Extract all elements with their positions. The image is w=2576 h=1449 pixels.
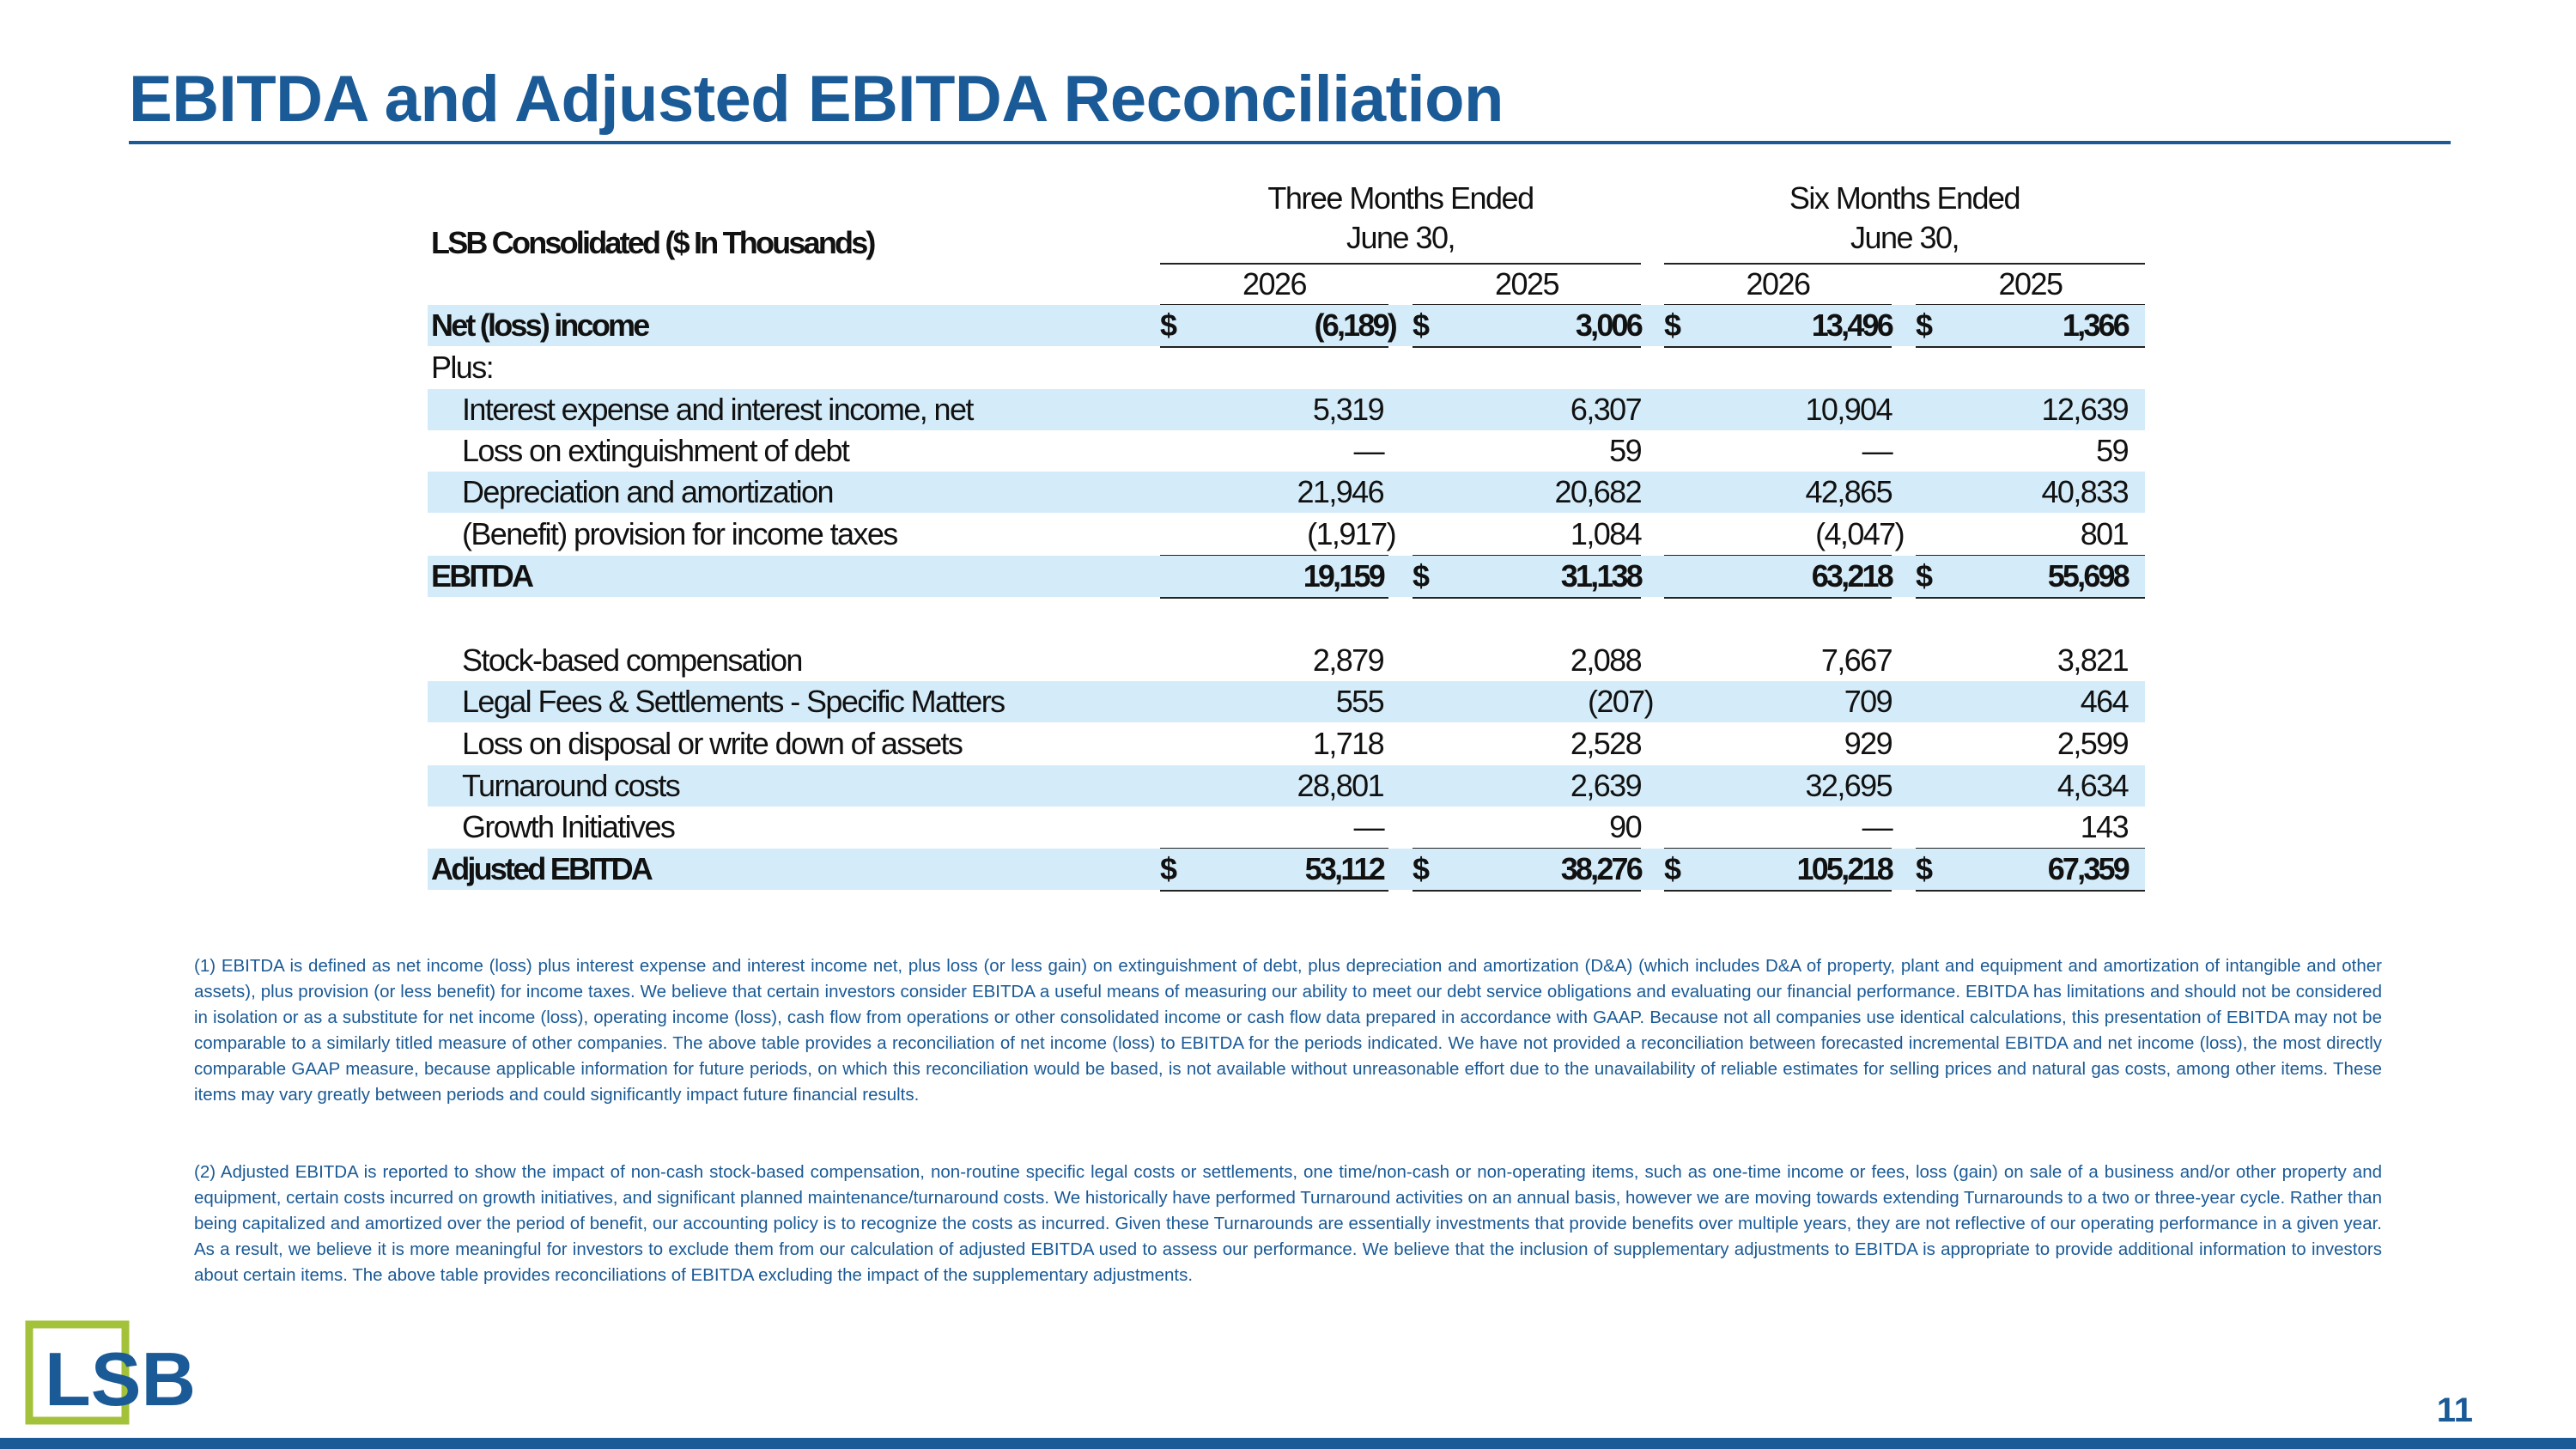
value-cell: — — [1862, 433, 1892, 468]
value-cell: 53,112 — [1304, 851, 1383, 886]
value-cell: 464 — [2080, 684, 2128, 719]
currency-symbol: $ — [1664, 851, 1680, 886]
total-rule — [1160, 890, 1388, 892]
value-cell — [1634, 347, 1892, 388]
value-cell: — — [1862, 809, 1892, 844]
row-label: Net (loss) income — [431, 307, 648, 343]
value-cell: — — [1353, 433, 1383, 468]
bottom-bar — [0, 1438, 2576, 1449]
value-cell: (6,189) — [1314, 307, 1395, 343]
total-rule — [1413, 890, 1641, 892]
table-row — [428, 849, 2145, 890]
title-divider — [129, 141, 2451, 144]
value-cell: (207) — [1587, 684, 1653, 719]
currency-symbol: $ — [1916, 558, 1931, 594]
header-three-months-line1: Three Months Ended — [1267, 180, 1534, 216]
row-label: Loss on extinguishment of debt — [462, 433, 849, 468]
value-cell: 31,138 — [1560, 558, 1641, 594]
value-cell: 28,801 — [1297, 768, 1383, 803]
value-cell: 38,276 — [1560, 851, 1641, 886]
currency-symbol: $ — [1413, 558, 1428, 594]
value-cell — [1870, 347, 2128, 388]
value-cell: — — [1353, 809, 1383, 844]
year-header: 2026 — [1746, 266, 1810, 301]
value-cell: 67,359 — [2047, 851, 2128, 886]
value-cell: 59 — [2096, 433, 2128, 468]
table-row — [428, 305, 2145, 346]
value-cell: 13,496 — [1811, 307, 1892, 343]
value-cell: 10,904 — [1805, 392, 1892, 427]
currency-symbol: $ — [1916, 307, 1931, 343]
row-label: Interest expense and interest income, net — [462, 392, 973, 427]
value-cell: 801 — [2080, 516, 2128, 551]
value-cell: 143 — [2080, 809, 2128, 844]
value-cell — [1126, 347, 1383, 388]
total-rule — [1916, 890, 2145, 892]
currency-symbol: $ — [1664, 307, 1680, 343]
table-row — [428, 389, 2145, 430]
value-cell: 63,218 — [1811, 558, 1892, 594]
value-cell: 32,695 — [1805, 768, 1892, 803]
row-label: Plus: — [431, 350, 494, 385]
table-row — [428, 514, 2145, 555]
table-row — [428, 723, 2145, 764]
value-cell: 929 — [1844, 726, 1892, 761]
value-cell: (1,917) — [1307, 516, 1395, 551]
table-row — [428, 430, 2145, 472]
total-rule — [1160, 597, 1388, 599]
value-cell: 59 — [1609, 433, 1641, 468]
page-title: EBITDA and Adjusted EBITDA Reconciliation — [129, 63, 1504, 136]
currency-symbol: $ — [1160, 851, 1176, 886]
value-cell: 55,698 — [2047, 558, 2128, 594]
header-six-months-line1: Six Months Ended — [1789, 180, 2020, 216]
value-cell: 2,528 — [1570, 726, 1641, 761]
currency-symbol: $ — [1916, 851, 1931, 886]
total-rule — [1916, 597, 2145, 599]
table-row — [428, 681, 2145, 722]
value-cell — [1383, 347, 1641, 388]
value-cell: 2,879 — [1312, 642, 1383, 678]
footnote-1: (1) EBITDA is defined as net income (loss) plus interest expense and interest income net, plus loss (or less gain) on extinguishment of debt, plus depreciation and amortization (D&A) (which includes D&A of property, plant and equipment and amortization of intangible and other assets), plus provision (or less benefit) for income taxes. We believe that certain investors consider EBITDA a useful means of measuring our ability to meet our debt service obligations and evaluating our financial performance. EBITDA has limitations and should not be considered in isolation or as a substitute for net income (loss), operating income (loss), cash flow from operations or other consolidated income or cash flow data prepared in accordance with GAAP. Because not all companies use identical calculations, this presentation of EBITDA may not be comparable to a similarly titled measure of other companies. The above table provides a reconciliation of net income (loss) to EBITDA for the periods indicated. We have not provided a reconciliation between forecasted incremental EBITDA and net income (loss), the most directly comparable GAAP measure, because applicable information for future periods, on which this reconciliation would be based, is not available without unreasonable effort due to the unavailability of reliable estimates for selling prices and natural gas costs, among other items. These items may vary greatly between periods and could significantly impact future financial results. — [194, 956, 2382, 1105]
value-cell: 20,682 — [1554, 474, 1641, 509]
table-row — [428, 640, 2145, 681]
row-label: EBITDA — [431, 558, 532, 594]
value-cell: 42,865 — [1805, 474, 1892, 509]
value-cell: 709 — [1844, 684, 1892, 719]
value-cell: 5,319 — [1312, 392, 1383, 427]
row-label: Loss on disposal or write down of assets — [462, 726, 963, 761]
entity-label: LSB Consolidated ($ In Thousands) — [431, 225, 874, 260]
year-header: 2025 — [1998, 266, 2063, 301]
currency-symbol: $ — [1413, 307, 1428, 343]
header-six-months-line2: June 30, — [1850, 220, 1959, 255]
value-cell: 12,639 — [2041, 392, 2128, 427]
table-row — [428, 556, 2145, 597]
value-cell: (4,047) — [1815, 516, 1904, 551]
value-cell: 6,307 — [1570, 392, 1641, 427]
value-cell: 4,634 — [2057, 768, 2128, 803]
year-header: 2026 — [1242, 266, 1307, 301]
total-rule — [1413, 597, 1641, 599]
footnote-2: (2) Adjusted EBITDA is reported to show the impact of non-cash stock-based compensation, non-routine specific legal costs or settlements, one time/non-cash or non-operating items, such as one-time income or fees, loss (gain) on sale of a business and/or other property and equipment, certain costs incurred on growth initiatives, and significant planned maintenance/turnaround costs. We historically have performed Turnaround activities on an annual basis, however we are moving towards extending Turnarounds to a two or three-year cycle. Rather than being capitalized and amortized over the period of benefit, our accounting policy is to recognize the costs as incurred. Given these Turnarounds are essentially investments that provide benefits over multiple years, they are not reflective of our operating performance in a given year. As a result, we believe it is more meaningful for investors to exclude them from our calculation of adjusted EBITDA used to assess our performance. We believe that the inclusion of supplementary adjustments to EBITDA is appropriate to provide additional information to investors about certain items. The above table provides reconciliations of EBITDA excluding the impact of the supplementary adjustments. — [194, 1162, 2382, 1285]
value-cell: 555 — [1335, 684, 1383, 719]
value-cell: 1,084 — [1570, 516, 1641, 551]
value-cell: 2,088 — [1570, 642, 1641, 678]
header-rule-three — [1160, 263, 1641, 265]
total-rule — [1664, 597, 1892, 599]
header-rule-six — [1664, 263, 2145, 265]
page-number: 11 — [2436, 1391, 2473, 1429]
row-label: Adjusted EBITDA — [431, 851, 652, 886]
value-cell: 105,218 — [1796, 851, 1892, 886]
row-label: Legal Fees & Settlements - Specific Matters — [462, 684, 1005, 719]
currency-symbol: $ — [1160, 307, 1176, 343]
value-cell: 3,006 — [1575, 307, 1641, 343]
value-cell: 90 — [1609, 809, 1641, 844]
value-cell: 3,821 — [2057, 642, 2128, 678]
row-label: (Benefit) provision for income taxes — [462, 516, 897, 551]
table-row — [428, 347, 2145, 388]
value-cell: 21,946 — [1297, 474, 1383, 509]
value-cell: 1,718 — [1312, 726, 1383, 761]
value-cell: 40,833 — [2041, 474, 2128, 509]
value-cell: 19,159 — [1303, 558, 1383, 594]
logo-text: LSB — [45, 1336, 196, 1422]
row-label: Turnaround costs — [462, 768, 680, 803]
value-cell: 1,366 — [2062, 307, 2128, 343]
row-label: Growth Initiatives — [462, 809, 675, 844]
lsb-logo — [24, 1319, 230, 1428]
row-label: Depreciation and amortization — [462, 474, 833, 509]
table-row — [428, 807, 2145, 848]
table-row — [428, 472, 2145, 513]
value-cell: 2,599 — [2057, 726, 2128, 761]
value-cell: 7,667 — [1820, 642, 1892, 678]
header-three-months-line2: June 30, — [1346, 220, 1455, 255]
value-cell: 2,639 — [1570, 768, 1641, 803]
year-header: 2025 — [1494, 266, 1559, 301]
row-label: Stock-based compensation — [462, 642, 802, 678]
table-row — [428, 765, 2145, 807]
currency-symbol: $ — [1413, 851, 1428, 886]
total-rule — [1664, 890, 1892, 892]
